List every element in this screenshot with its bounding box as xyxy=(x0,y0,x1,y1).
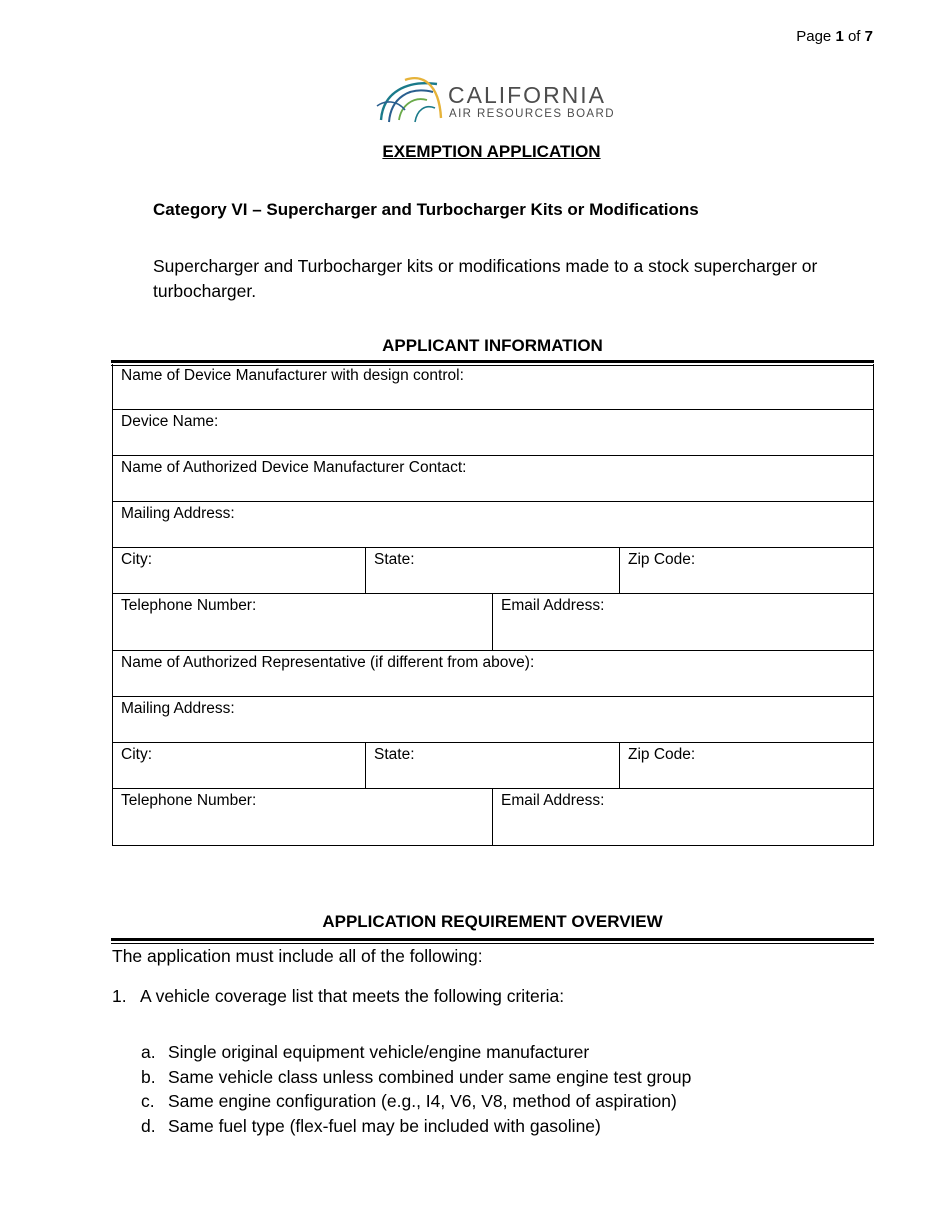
table-row xyxy=(113,594,874,651)
document-title: EXEMPTION APPLICATION xyxy=(382,142,601,161)
page-label: Page xyxy=(796,28,832,45)
requirements-heading: APPLICATION REQUIREMENT OVERVIEW xyxy=(322,912,663,931)
table-row xyxy=(113,502,874,548)
list-item-text: Single original equipment vehicle/engine manufacturer xyxy=(168,1042,590,1062)
table-row xyxy=(113,456,874,502)
list-item-text: Same vehicle class unless combined under same engine test group xyxy=(168,1066,692,1087)
list-item-number: 1. xyxy=(112,986,127,1006)
page-number xyxy=(796,28,873,45)
mailing-address-field[interactable] xyxy=(113,502,874,548)
carb-logo xyxy=(375,70,615,126)
list-item-letter: d. xyxy=(141,1115,156,1136)
logo-title: CALIFORNIA xyxy=(448,82,607,108)
rep-email-label: Email Address: xyxy=(501,792,605,809)
device-name-field[interactable] xyxy=(113,410,874,456)
contact-field[interactable] xyxy=(113,456,874,502)
representative-label: Name of Authorized Representative (if different from above): xyxy=(121,654,535,671)
manufacturer-label: Name of Device Manufacturer with design control: xyxy=(121,367,464,384)
table-row xyxy=(113,743,874,789)
list-item-text: Same fuel type (flex-fuel may be included with gasoline) xyxy=(168,1115,601,1136)
list-item xyxy=(141,1114,691,1139)
requirements-intro: The application must include all of the following: xyxy=(112,946,483,966)
logo-subtitle: AIR RESOURCES BOARD xyxy=(449,108,615,120)
rep-state-field[interactable] xyxy=(366,743,620,789)
list-item xyxy=(141,1040,691,1065)
list-item-text: A vehicle coverage list that meets the following criteria: xyxy=(140,986,565,1006)
list-item-letter: c. xyxy=(141,1091,155,1111)
rep-city-label: City: xyxy=(121,746,152,763)
state-label: State: xyxy=(374,551,415,568)
rep-telephone-label: Telephone Number: xyxy=(121,792,257,809)
logo-arcs-icon xyxy=(375,70,447,126)
page-of: of xyxy=(847,28,861,45)
table-row xyxy=(113,410,874,456)
category-description: Supercharger and Turbocharger kits or modifications made to a stock supercharger or turbocharger. xyxy=(153,256,818,301)
rep-zip-label: Zip Code: xyxy=(628,746,696,763)
page-current: 1 xyxy=(835,28,844,45)
zip-field[interactable] xyxy=(620,548,874,594)
zip-label: Zip Code: xyxy=(628,551,696,568)
list-item xyxy=(141,1089,691,1114)
table-row xyxy=(113,548,874,594)
section-divider xyxy=(111,938,874,944)
table-row xyxy=(113,789,874,846)
list-item-letter: b. xyxy=(141,1066,156,1087)
category-heading: Category VI – Supercharger and Turbocharger Kits or Modifications xyxy=(153,200,699,219)
device-name-label: Device Name: xyxy=(121,413,219,430)
table-row xyxy=(113,697,874,743)
mailing-address-label: Mailing Address: xyxy=(121,505,235,522)
email-field[interactable] xyxy=(493,594,874,651)
email-label: Email Address: xyxy=(501,597,605,614)
table-row xyxy=(113,364,874,410)
rep-city-field[interactable] xyxy=(113,743,366,789)
rep-state-label: State: xyxy=(374,746,415,763)
city-field[interactable] xyxy=(113,548,366,594)
page-total: 7 xyxy=(864,28,873,45)
table-row xyxy=(113,651,874,697)
city-label: City: xyxy=(121,551,152,568)
manufacturer-field[interactable] xyxy=(113,364,874,410)
applicant-info-heading: APPLICANT INFORMATION xyxy=(382,336,603,355)
telephone-label: Telephone Number: xyxy=(121,597,257,614)
rep-zip-field[interactable] xyxy=(620,743,874,789)
rep-telephone-field[interactable] xyxy=(113,789,493,846)
list-item xyxy=(112,986,564,1007)
state-field[interactable] xyxy=(366,548,620,594)
list-item-letter: a. xyxy=(141,1042,156,1062)
rep-mailing-address-field[interactable] xyxy=(113,697,874,743)
rep-email-field[interactable] xyxy=(493,789,874,846)
criteria-list xyxy=(141,1040,691,1138)
rep-mailing-address-label: Mailing Address: xyxy=(121,700,235,717)
list-item xyxy=(141,1065,691,1090)
list-item-text: Same engine configuration (e.g., I4, V6, V8, method of aspiration) xyxy=(168,1091,677,1111)
telephone-field[interactable] xyxy=(113,594,493,651)
applicant-info-table xyxy=(112,364,874,846)
contact-label: Name of Authorized Device Manufacturer Contact: xyxy=(121,459,467,476)
representative-field[interactable] xyxy=(113,651,874,697)
